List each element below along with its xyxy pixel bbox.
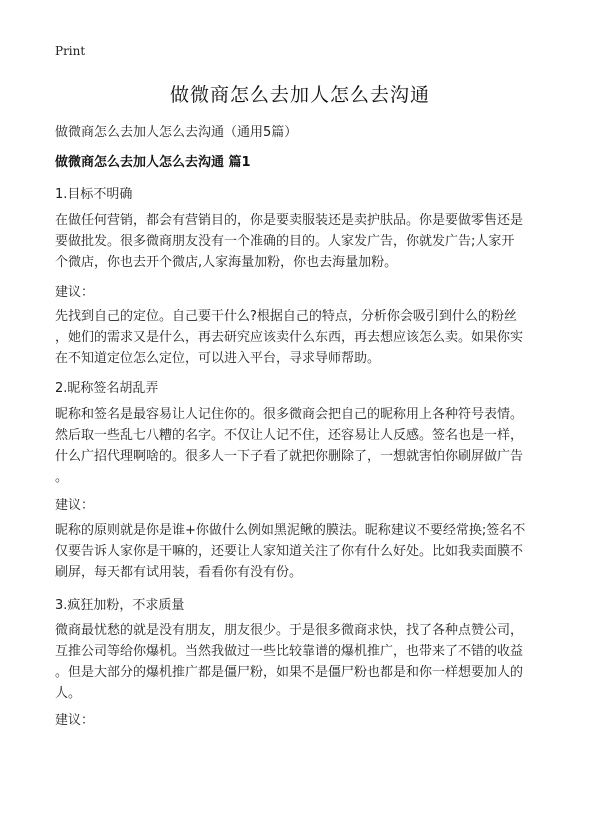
advice-label: 建议： [55,713,95,728]
paragraph-line: 个微店，你也去开个微店,人家海量加粉，你也去海量加粉。 [55,255,398,270]
paragraph-line: 刷屏，每天都有试用装，看看你有没有份。 [55,565,303,580]
paragraph-line: 昵称和签名是最容易让人记住你的。很多微商会把自己的昵称用上各种符号表情。 [55,407,524,422]
section-heading: 2.昵称签名胡乱弄 [55,381,159,396]
paragraph-line: ，她们的需求又是什么，再去研究应该卖什么东西，再去想应该怎么卖。如果你实 [55,330,524,345]
print-label[interactable]: Print [55,44,86,58]
section-heading: 1.目标不明确 [55,187,133,202]
advice-paragraph [55,306,551,369]
chapter-heading: 做微商怎么去加人怎么去沟通 篇1 [55,155,251,170]
paragraph-line: 互推公司等给你爆机。当然我做过一些比较靠谱的爆机推广，也带来了不错的收益 [55,644,524,659]
document-subtitle: 做微商怎么去加人怎么去沟通（通用5篇） [55,125,298,140]
paragraph-line: 。 [55,470,69,485]
paragraph-line: 要做批发。很多微商朋友没有一个准确的目的。人家发广告，你就发广告;人家开 [55,234,515,249]
section-paragraph [55,210,551,273]
advice-label: 建议： [55,498,95,513]
paragraph-line: 然后取一些乱七八糟的名字。不仅让人记不住，还容易让人反感。签名也是一样， [55,428,524,443]
section-paragraph [55,404,551,488]
advice-label: 建议： [55,285,95,300]
paragraph-line: 什么广招代理啊啥的。很多人一下子看了就把你删除了，一想就害怕你刷屏做广告 [55,449,524,464]
paragraph-line: 仅要告诉人家你是干嘛的，还要让人家知道关注了你有什么好处。比如我卖面膜不 [55,544,524,559]
paragraph-line: 昵称的原则就是你是谁+你做什么例如黑泥鳅的膜法。昵称建议不要经常换;签名不 [55,523,526,538]
section-heading: 3.疯狂加粉，不求质量 [55,598,185,613]
paragraph-line: 先找到自己的定位。自己要干什么?根据自己的特点，分析你会吸引到什么的粉丝 [55,309,517,324]
advice-paragraph [55,520,551,583]
paragraph-line: 在不知道定位怎么定位，可以进入平台，寻求导师帮助。 [55,351,381,366]
paragraph-line: 在做任何营销，都会有营销目的，你是要卖服装还是卖护肤品。你是要做零售还是 [55,213,524,228]
paragraph-line: 微商最忧愁的就是没有朋友，朋友很少。于是很多微商求快，找了各种点赞公司， [55,623,524,638]
section-paragraph [55,620,551,704]
paragraph-line: 人。 [55,686,82,701]
paragraph-line: 。但是大部分的爆机推广都是僵尸粉，如果不是僵尸粉也都是和你一样想要加人的 [55,665,524,680]
page-title: 做微商怎么去加人怎么去沟通 [169,84,430,106]
